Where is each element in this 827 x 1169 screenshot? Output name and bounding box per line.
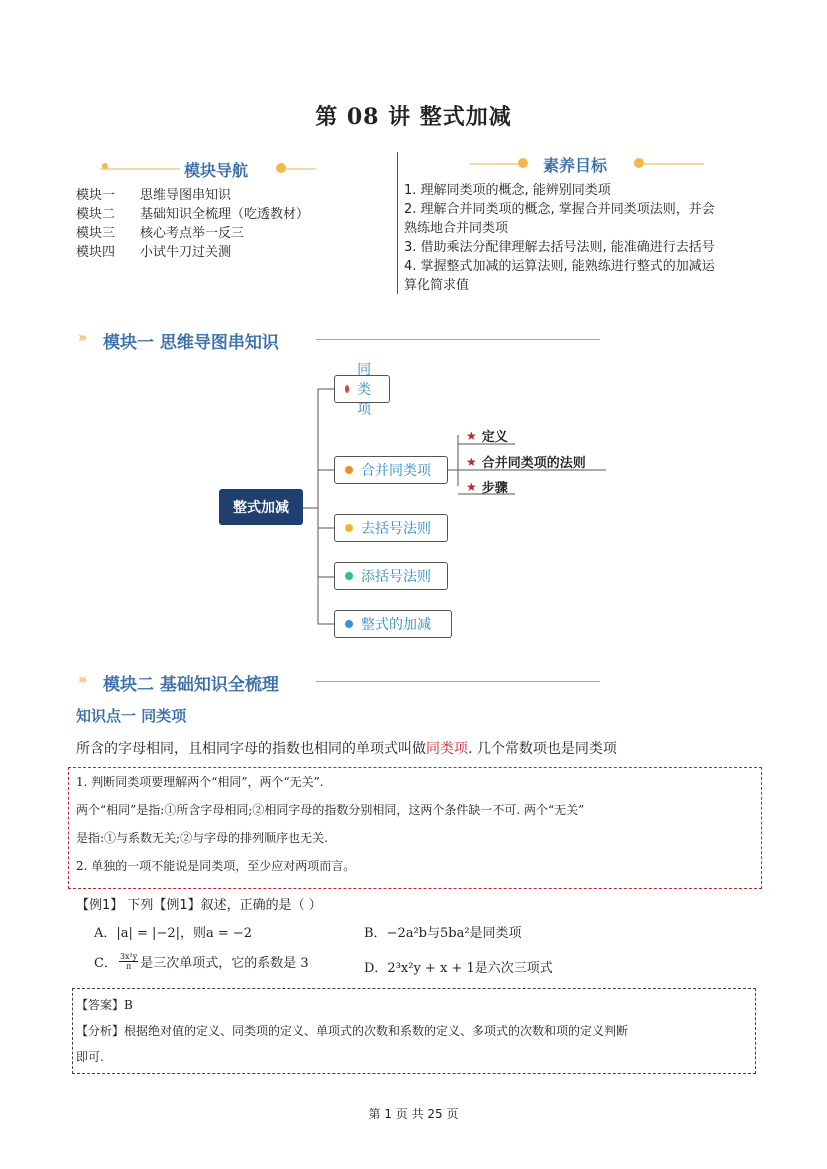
node-label: 整式的加减	[361, 617, 431, 633]
node-label: 添括号法则	[361, 569, 431, 585]
nav-item-text: 思维导图串知识	[140, 188, 232, 203]
analysis-line-2: 即可.	[76, 1050, 104, 1064]
nav-heading: 模块导航	[184, 161, 249, 180]
note-line-2: 两个“相同”是指:①所含字母相同;②相同字母的指数分别相同，这两个条件缺一不可. 两个“无关”	[76, 803, 585, 817]
note-content	[76, 768, 766, 880]
mindmap-node-2	[334, 456, 448, 484]
module2-rule	[316, 681, 600, 682]
fraction-numerator: 3x²y	[119, 952, 138, 961]
nav-item-key: 模块一	[76, 188, 116, 203]
fraction-denominator: π	[125, 962, 132, 971]
definition-before: 所含的字母相同，且相同字母的指数也相同的单项式叫做	[76, 741, 426, 757]
star-icon: ★	[466, 479, 477, 494]
option-c[interactable]	[94, 952, 309, 971]
goal-line-2: 2. 理解合并同类项的概念, 掌握合并同类项法则，并会	[404, 202, 715, 217]
node-dot-icon	[345, 466, 353, 474]
nav-item-key: 模块四	[76, 245, 116, 260]
nav-item-text: 核心考点举一反三	[140, 226, 245, 241]
answer-content	[76, 992, 754, 1070]
page-title: 第 08 讲 整式加减	[315, 104, 512, 130]
example-prompt: 【例1】 下列【例1】叙述，正确的是（ ）	[76, 898, 322, 913]
module1-heading: 模块一 思维导图串知识	[103, 333, 279, 353]
option-c-prefix: C．	[94, 956, 117, 971]
option-b[interactable]: B．−2a²b与5ba²是同类项	[364, 926, 522, 941]
sub-label: 合并同类项的法则	[481, 456, 586, 471]
node-label: 合并同类项	[361, 463, 431, 479]
note-line-1: 1. 判断同类项要理解两个“相同”，两个“无关”.	[76, 775, 324, 789]
mindmap-root: 整式加减	[219, 489, 303, 525]
sub-label: 步骤	[481, 481, 508, 496]
option-c-fraction	[119, 952, 138, 971]
page-footer: 第 1 页 共 25 页	[368, 1107, 459, 1121]
module1-chevron-icon: »	[78, 330, 88, 346]
goal-line-6: 算化简求值	[404, 278, 470, 293]
star-icon: ★	[466, 428, 477, 443]
goal-line-1: 1. 理解同类项的概念, 能辨别同类项	[404, 183, 611, 198]
goal-line-4: 3. 借助乘法分配律理解去括号法则, 能准确进行去括号	[404, 240, 715, 255]
goal-line-5: 4. 掌握整式加减的运算法则, 能熟练进行整式的加减运	[404, 259, 715, 274]
knowledge-point-title: 知识点一 同类项	[76, 707, 187, 725]
goals-heading: 素养目标	[543, 156, 608, 175]
note-line-4: 2. 单独的一项不能说是同类项，至少应对两项而言。	[76, 859, 356, 873]
mindmap-node-5	[334, 610, 452, 638]
node-dot-icon	[345, 572, 353, 580]
mindmap-node-3	[334, 514, 448, 542]
definition-after: . 几个常数项也是同类项	[468, 741, 617, 757]
node-dot-icon	[345, 524, 353, 532]
nav-item-key: 模块三	[76, 226, 116, 241]
nav-item-text: 小试牛刀过关测	[140, 245, 232, 260]
module2-chevron-icon: »	[78, 672, 88, 688]
nav-item-key: 模块二	[76, 207, 116, 222]
note-line-3: 是指:①与系数无关;②与字母的排列顺序也无关.	[76, 831, 328, 845]
option-a[interactable]: A．|a| = |−2|，则a = −2	[94, 926, 253, 941]
sub-label: 定义	[481, 430, 508, 445]
definition-term: 同类项	[426, 741, 468, 757]
analysis-line-1: 【分析】根据绝对值的定义、同类项的定义、单项式的次数和系数的定义、多项式的次数和项的定义判断	[76, 1024, 629, 1038]
module2-heading: 模块二 基础知识全梳理	[103, 675, 279, 695]
node-label: 同类项	[357, 362, 372, 418]
node-dot-icon	[345, 620, 353, 628]
definition-text	[76, 738, 776, 758]
star-icon: ★	[466, 454, 477, 469]
option-d[interactable]: D．2³x²y + x + 1是六次三项式	[364, 961, 553, 976]
node-dot-icon	[345, 385, 349, 393]
node-label: 去括号法则	[361, 521, 431, 537]
mindmap-sub-1	[466, 426, 508, 445]
mindmap-node-1	[334, 362, 390, 418]
goal-line-3: 熟练地合并同类项	[404, 221, 509, 236]
nav-item-text: 基础知识全梳理（吃透教材）	[140, 207, 310, 222]
option-c-suffix: 是三次单项式，它的系数是 3	[140, 956, 309, 971]
mindmap-node-4	[334, 562, 448, 590]
answer-line: 【答案】B	[76, 998, 133, 1012]
mindmap-sub-2	[466, 452, 586, 471]
mindmap-sub-3	[466, 477, 508, 496]
